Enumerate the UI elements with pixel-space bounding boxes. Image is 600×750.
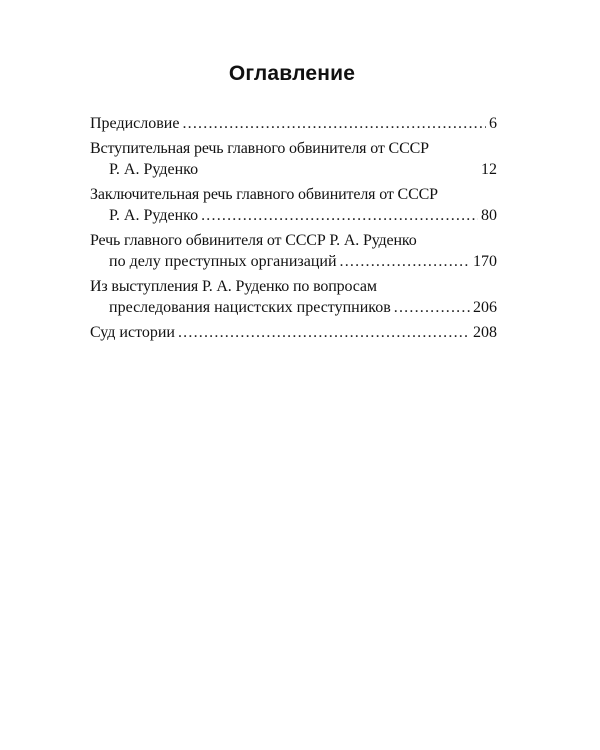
toc-entry-title-continuation: по делу преступных организаций [109, 253, 337, 270]
toc-entry-title: Из выступления Р. А. Руденко по вопросам [90, 278, 377, 295]
toc-entry-prosecution-remarks [90, 276, 497, 318]
toc-entry-line [90, 251, 497, 272]
toc-entry-title-continuation: преследования нацистских преступников [109, 299, 391, 316]
toc-entry-title: Суд истории [90, 324, 175, 341]
toc-entry-line [90, 205, 497, 226]
toc-entry-line [90, 297, 497, 318]
toc-entry-title-continuation: Р. А. Руденко [109, 161, 199, 178]
page-number: 80 [481, 207, 497, 224]
toc-entry-organizations-speech [90, 230, 497, 272]
toc-entry-line [90, 230, 497, 251]
page-number: 206 [473, 299, 497, 316]
toc-entry-opening-speech [90, 138, 497, 180]
toc-entry-line [90, 138, 497, 159]
page-number: 6 [489, 115, 497, 132]
page-title: Оглавление [228, 62, 356, 85]
toc-entry-line [90, 159, 497, 180]
dot-leader [178, 322, 470, 343]
toc-entry-line [90, 322, 497, 343]
toc-entry-title: Вступительная речь главного обвинителя от СССР [90, 140, 429, 157]
page-number: 208 [473, 324, 497, 341]
table-of-contents [90, 113, 497, 347]
toc-entry-preface [90, 113, 497, 134]
toc-entry-line [90, 184, 497, 205]
toc-entry-title: Предисловие [90, 115, 180, 132]
toc-entry-line [90, 113, 497, 134]
toc-entry-closing-speech [90, 184, 497, 226]
toc-entry-title-continuation: Р. А. Руденко [109, 207, 199, 224]
toc-entry-court-of-history [90, 322, 497, 343]
dot-leader [201, 205, 478, 226]
dot-leader [182, 113, 486, 134]
toc-entry-title: Речь главного обвинителя от СССР Р. А. Руденко [90, 232, 417, 249]
page-number: 12 [481, 161, 497, 178]
toc-entry-title: Заключительная речь главного обвинителя от СССР [90, 186, 438, 203]
toc-entry-line [90, 276, 497, 297]
dot-leader [394, 297, 470, 318]
page-number: 170 [473, 253, 497, 270]
dot-leader [340, 251, 470, 272]
